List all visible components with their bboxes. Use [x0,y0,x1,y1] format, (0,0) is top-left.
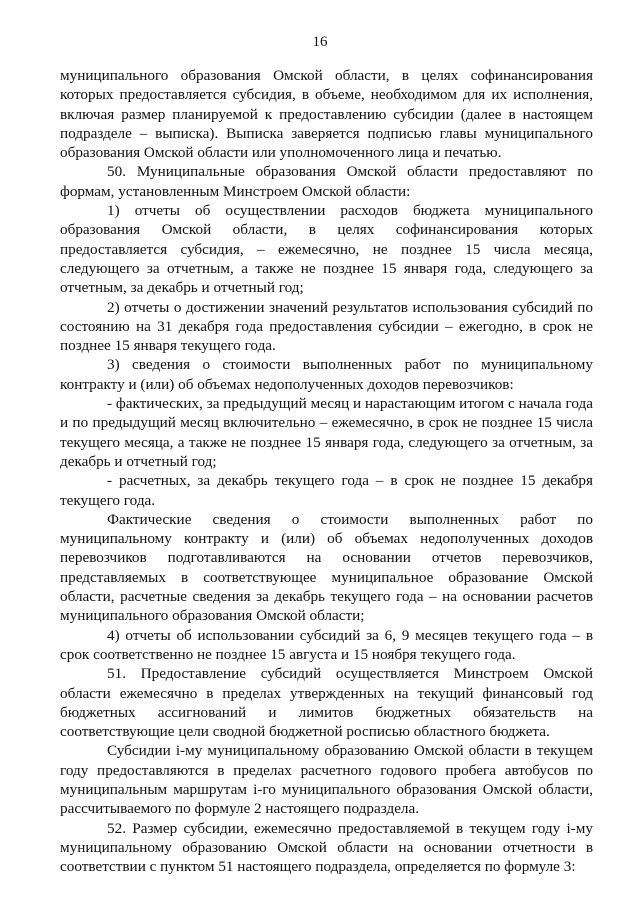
paragraph-52: 52. Размер субсидии, ежемесячно предоставляемой в текущем году i-му муниципальному образованию Омской области на основании отчетности в соответствии с пунктом 51 настоящего подраздела, определяется по формуле 3: [60,819,593,876]
paragraph-50-item-3: 3) сведения о стоимости выполненных работ по муниципальному контракту и (или) об объемах недополученных доходов перевозчиков: [60,356,593,393]
paragraph-50: 50. Муниципальные образования Омской области предоставляют по формам, установленным Минстроем Омской области: [60,163,593,200]
paragraph-actual-data-note: Фактические сведения о стоимости выполненных работ по муниципальному контракту и (или) об объемах недополученных доходов перевозчиков подготавливаются на основании отчетов перевозчиков, представляемых в соответствующее муниципальное образование Омской области, расчетные сведения за декабрь текущего года – на основании расчетов муниципального образования Омской области; [60,510,593,625]
paragraph-50-item-3-actual: - фактических, за предыдущий месяц и нарастающим итогом с начала года и по предыдущий месяц включительно – ежемесячно, в срок не позднее 15 числа текущего месяца, а также не позднее 15 января года, следующего за отчетным, за декабрь и отчетный год; [60,395,593,470]
page-number: 16 [312,34,328,50]
paragraph-50-item-3-estimated: - расчетных, за декабрь текущего года – в срок не позднее 15 декабря текущего года. [60,472,593,509]
paragraph-51-subsidy-limit: Субсидии i-му муниципальному образованию Омской области в текущем году предоставляются в пределах расчетного годового пробега автобусов по муниципальным маршрутам i-го муниципального образования Омской области, рассчитываемого по формуле 2 настоящего подраздела. [60,742,593,818]
paragraph-50-item-2: 2) отчеты о достижении значений результатов использования субсидий по состоянию на 31 декабря года предоставления субсидии – ежегодно, в срок не позднее 15 января текущего года. [60,298,593,355]
paragraph-50-item-1: 1) отчеты об осуществлении расходов бюджета муниципального образования Омской области, в целях софинансирования которых предоставляется субсидия, – ежемесячно, не позднее 15 числа месяца, следующего за отчетным, а также не позднее 15 января года, следующего за отчетным, за декабрь и отчетный год; [60,202,593,297]
paragraph-continuation: муниципального образования Омской области, в целях софинансирования которых предоставляется субсидия, в объеме, необходимом для их исполнения, включая размер планируемой к предоставлению субсидии (далее в настоящем подразделе – выписка). Выписка заверяется подписью главы муниципального образования Омской области или уполномоченного лица и печатью. [60,67,593,162]
document-body [60,66,593,876]
paragraph-50-item-4: 4) отчеты об использовании субсидий за 6, 9 месяцев текущего года – в срок соответственно не позднее 15 августа и 15 ноября текущего года. [60,626,593,663]
paragraph-51: 51. Предоставление субсидий осуществляется Минстроем Омской области ежемесячно в пределах утвержденных на текущий финансовый год бюджетных ассигнований и лимитов бюджетных обязательств на соответствующие цели сводной бюджетной росписью областного бюджета. [60,665,593,741]
